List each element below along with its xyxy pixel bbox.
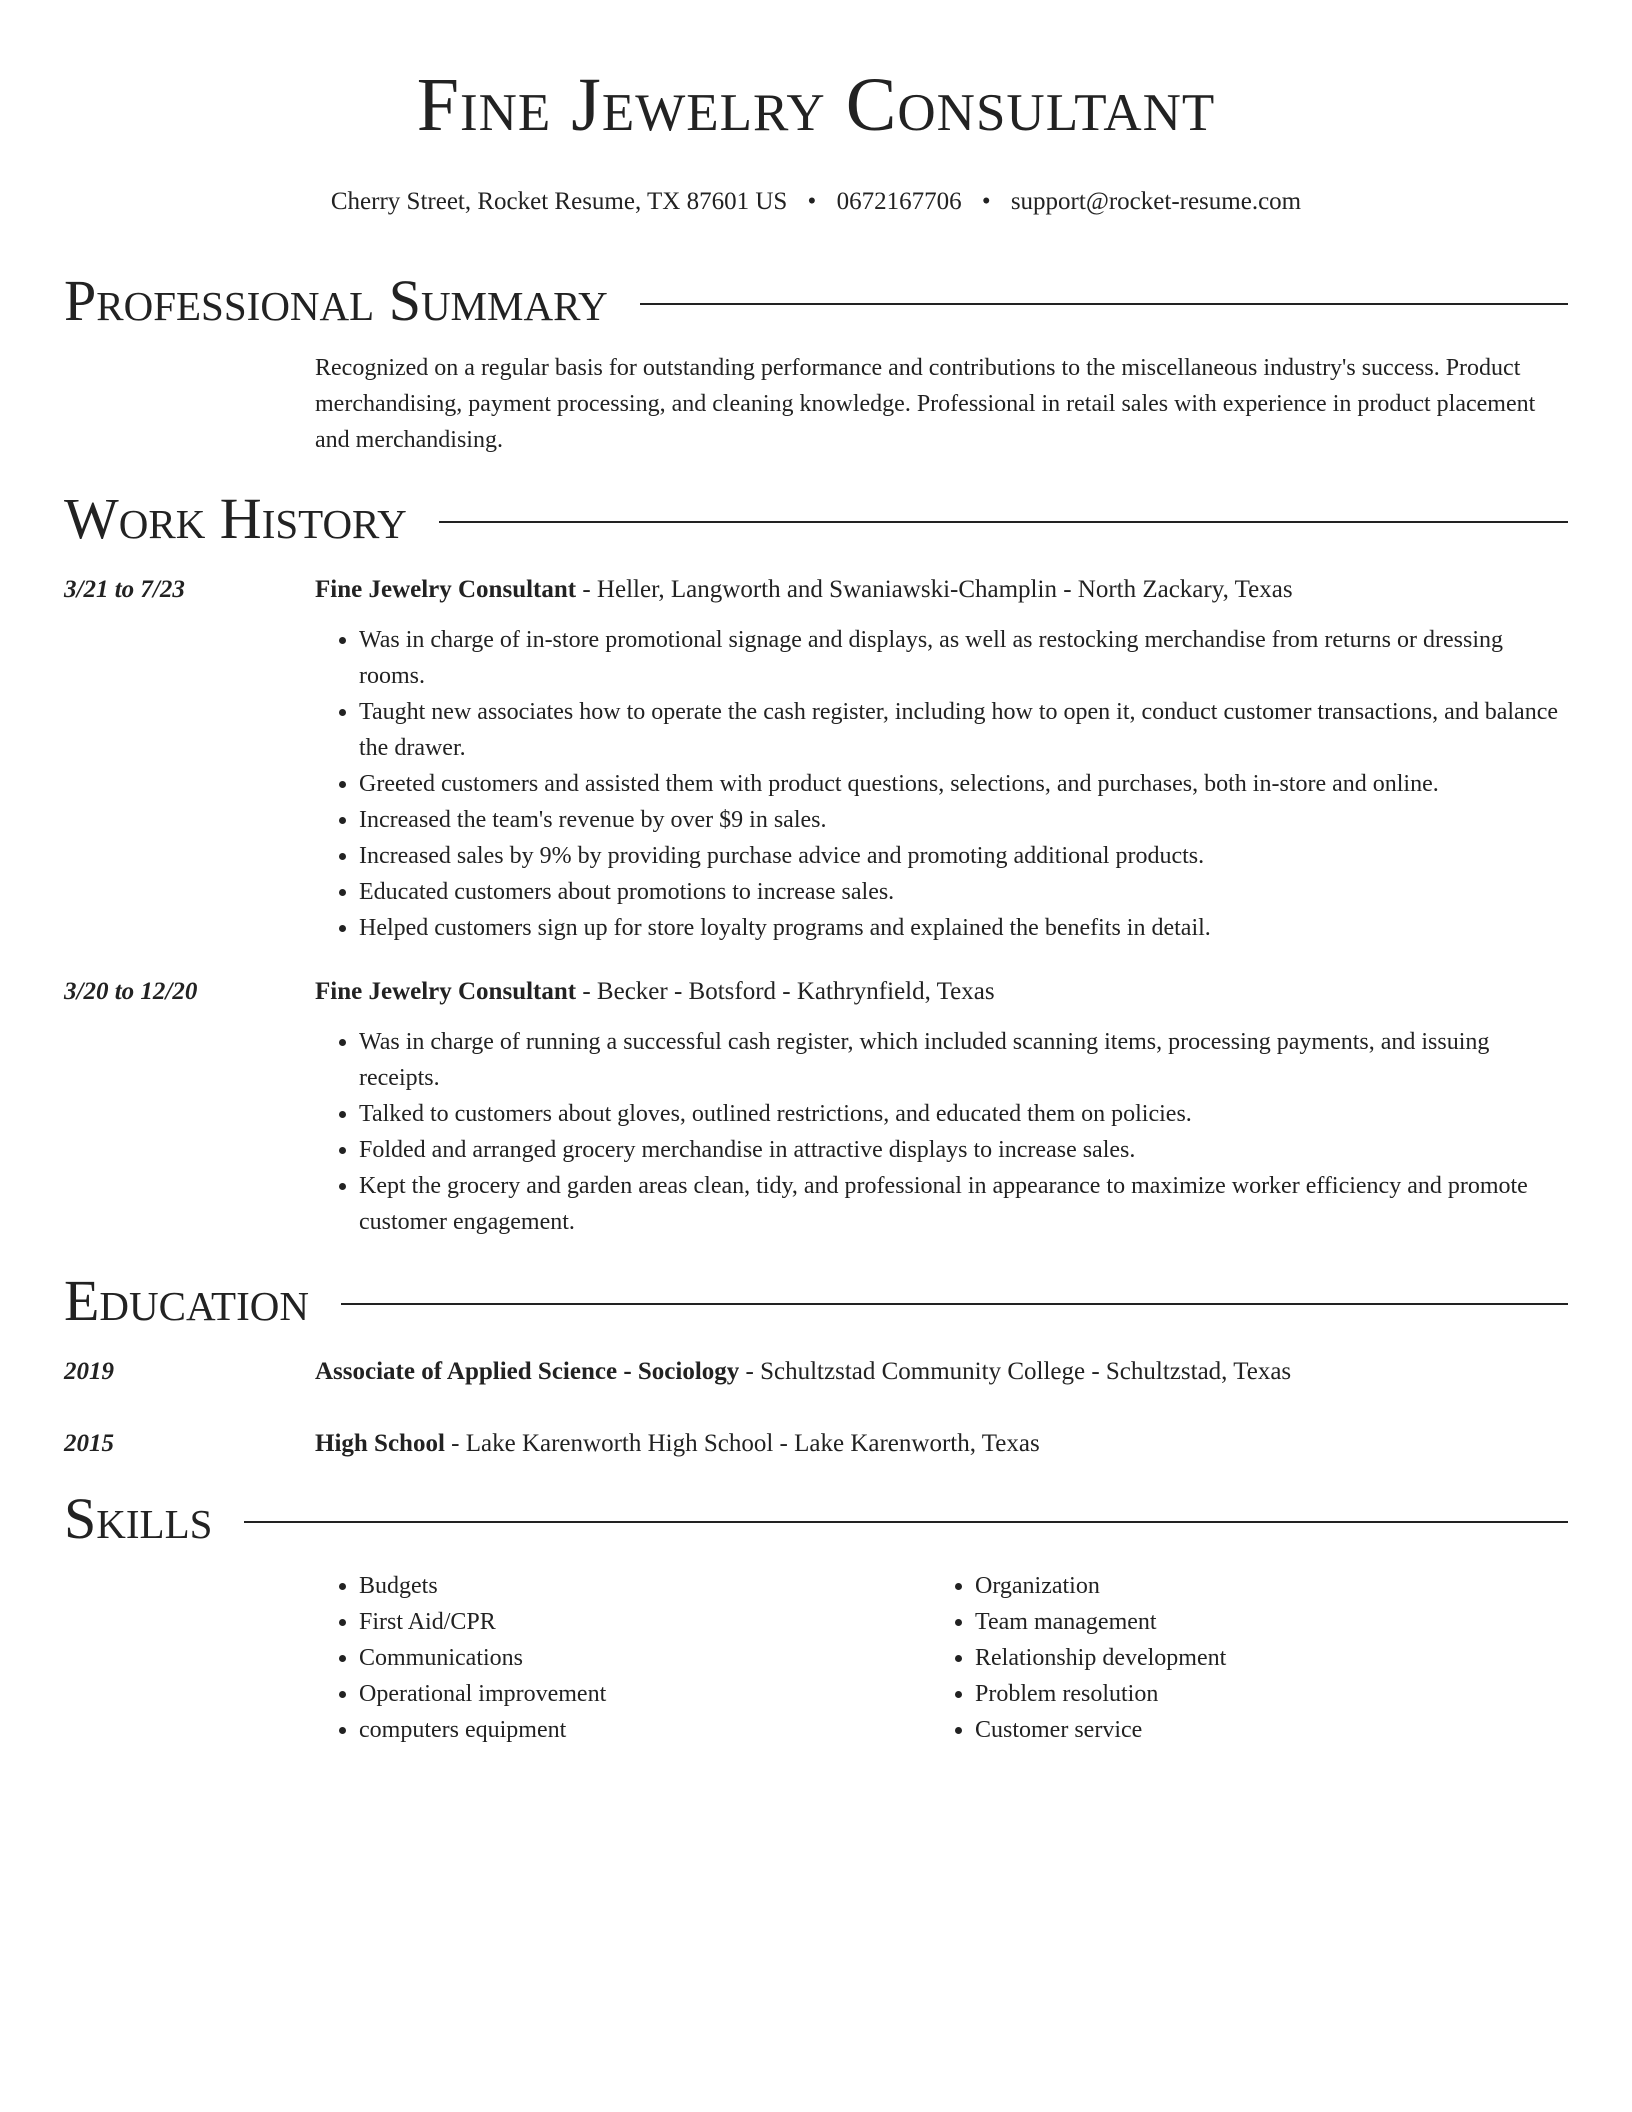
education-entry: [64, 1354, 1568, 1390]
job-title: Fine Jewelry Consultant: [315, 576, 577, 603]
education-degree: Associate of Applied Science - Sociology: [315, 1358, 740, 1385]
job-bullets: [315, 622, 1568, 946]
work-section-header: [64, 484, 1568, 554]
skills-section-header: [64, 1484, 1568, 1554]
list-item: • Relationship development: [975, 1640, 1547, 1676]
list-item: • Greeted customers and assisted them with product questions, selections, and purchases, both in-store and online.: [359, 766, 1568, 802]
list-item: • Taught new associates how to operate the cash register, including how to open it, conduct customer transactions, and balance the drawer.: [359, 694, 1568, 766]
section-divider: [439, 521, 1568, 523]
section-heading: Education: [64, 1268, 309, 1333]
section-divider: [244, 1521, 1568, 1523]
list-item: • Increased sales by 9% by providing purchase advice and promoting additional products.: [359, 838, 1568, 874]
job-title: Fine Jewelry Consultant: [315, 978, 577, 1005]
list-item: • Educated customers about promotions to increase sales.: [359, 874, 1568, 910]
skills-column-left: [315, 1568, 931, 1748]
skills-column-right: [931, 1568, 1547, 1748]
section-heading: Work History: [64, 486, 407, 551]
job-main: [315, 572, 1568, 946]
job-dates: 3/21 to 7/23: [64, 576, 185, 603]
education-entry: [64, 1426, 1568, 1462]
list-item: • Problem resolution: [975, 1676, 1547, 1712]
address: Cherry Street, Rocket Resume, TX 87601 US: [330, 188, 788, 215]
list-item: • Team management: [975, 1604, 1547, 1640]
summary-text: Recognized on a regular basis for outstanding performance and contributions to the miscellaneous industry's success. Product merchandising, payment processing, and cleaning knowledge. Professional in retail sales with experience in product placement and merchandising.: [315, 355, 1536, 453]
education-section-header: [64, 1266, 1568, 1336]
list-item: • Operational improvement: [359, 1676, 931, 1712]
list-item: • Customer service: [975, 1712, 1547, 1748]
list-item: • First Aid/CPR: [359, 1604, 931, 1640]
list-item: • Was in charge of in-store promotional signage and displays, as well as restocking merchandise from returns or dressing rooms.: [359, 622, 1568, 694]
education-main: [315, 1354, 1568, 1390]
list-item: • Budgets: [359, 1568, 931, 1604]
resume-page: [64, 0, 1568, 1748]
separator: •: [981, 188, 991, 215]
section-divider: [341, 1303, 1568, 1305]
education-details: - Schultzstad Community College - Schultzstad, Texas: [739, 1358, 1292, 1385]
education-degree: High School: [315, 1430, 445, 1457]
list-item: • Communications: [359, 1640, 931, 1676]
list-item: • Increased the team's revenue by over $9 in sales.: [359, 802, 1568, 838]
skills-list: [315, 1568, 1568, 1748]
education-details: - Lake Karenworth High School - Lake Karenworth, Texas: [444, 1430, 1040, 1457]
phone: 0672167706: [836, 188, 962, 215]
job-bullets: [315, 1024, 1568, 1240]
job-dates: 3/20 to 12/20: [64, 978, 198, 1005]
section-heading: Skills: [64, 1486, 213, 1551]
job-main: [315, 974, 1568, 1240]
list-item: • computers equipment: [359, 1712, 931, 1748]
list-item: • Organization: [975, 1568, 1547, 1604]
list-item: • Folded and arranged grocery merchandise in attractive displays to increase sales.: [359, 1132, 1568, 1168]
separator: •: [807, 188, 817, 215]
list-item: • Kept the grocery and garden areas clean, tidy, and professional in appearance to maximize worker efficiency and promote customer engagement.: [359, 1168, 1568, 1240]
job-details: - Becker - Botsford - Kathrynfield, Texas: [576, 978, 995, 1005]
list-item: • Talked to customers about gloves, outlined restrictions, and educated them on policies.: [359, 1096, 1568, 1132]
job-entry: [64, 572, 1568, 946]
contact-line: [64, 186, 1568, 218]
summary-section-header: [64, 266, 1568, 336]
education-year: 2015: [64, 1430, 114, 1457]
section-divider: [640, 303, 1568, 305]
list-item: • Helped customers sign up for store loyalty programs and explained the benefits in detail.: [359, 910, 1568, 946]
education-year: 2019: [64, 1358, 114, 1385]
section-heading: Professional Summary: [64, 268, 608, 333]
list-item: • Was in charge of running a successful cash register, which included scanning items, processing payments, and issuing receipts.: [359, 1024, 1568, 1096]
job-details: - Heller, Langworth and Swaniawski-Champlin - North Zackary, Texas: [576, 576, 1293, 603]
page-title: Fine Jewelry Consultant: [416, 63, 1216, 147]
job-entry: [64, 974, 1568, 1240]
education-main: [315, 1426, 1568, 1462]
email: support@rocket-resume.com: [1010, 188, 1302, 215]
